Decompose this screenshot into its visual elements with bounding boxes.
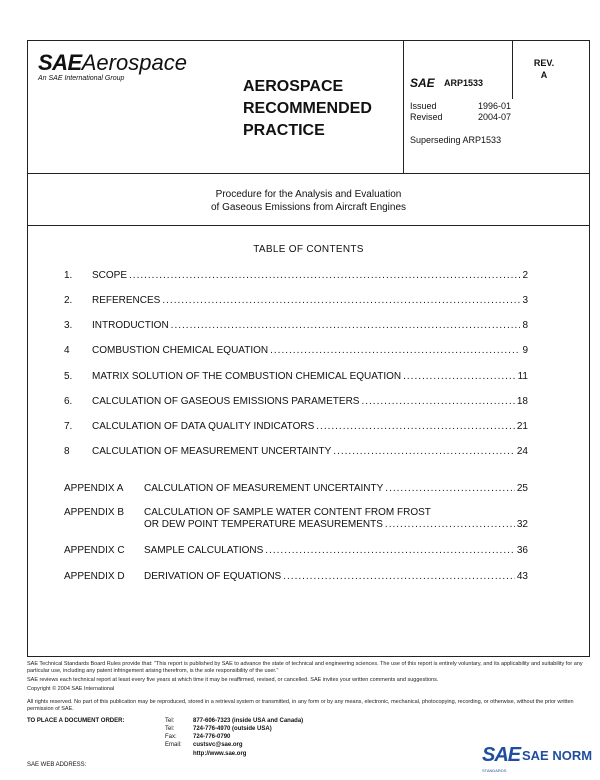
toc-entry-title: REFERENCES xyxy=(92,295,161,306)
issued-value: 1996-01 xyxy=(478,101,512,111)
revised-label: Revised xyxy=(410,112,443,122)
document-frame xyxy=(27,40,590,657)
contact-line xyxy=(165,726,272,732)
appendix-label: APPENDIX D xyxy=(64,571,125,582)
leader-dots xyxy=(270,345,520,357)
contact-key: Tel: xyxy=(165,718,175,724)
revised-row xyxy=(410,112,512,122)
logo-subtitle: An SAE International Group xyxy=(38,75,125,82)
toc-entry-number: 6. xyxy=(64,396,73,407)
leader-dots xyxy=(361,396,514,408)
leader-dots xyxy=(171,320,521,332)
toc-entry-number: 3. xyxy=(64,320,73,331)
footer-rules: SAE Technical Standards Board Rules provide that: "This report is published by SAE to advance the state of technical and engineering sciences. The use of this report is entirely voluntary, and its applicability and suitability for any particular use, including any patent infringement arising therefrom, is the sole responsibility of the user." xyxy=(27,661,583,674)
toc-entry-number: 2. xyxy=(64,295,73,306)
web-address-label: SAE WEB ADDRESS: xyxy=(27,762,87,768)
appendix-label: APPENDIX C xyxy=(64,545,125,556)
sae-norm-stamp xyxy=(482,744,592,774)
title-divider xyxy=(28,225,589,226)
contact-key: Tel: xyxy=(165,726,175,732)
footer-copyright: Copyright © 2004 SAE International xyxy=(27,686,115,692)
appendix-title: CALCULATION OF SAMPLE WATER CONTENT FROM FROST xyxy=(144,507,431,518)
appendix-title: CALCULATION OF MEASUREMENT UNCERTAINTY xyxy=(144,483,384,494)
toc-entry-page: 11 xyxy=(517,371,528,382)
toc-entry-number: 5. xyxy=(64,371,73,382)
leader-dots xyxy=(265,545,515,557)
logo-aerospace: Aerospace xyxy=(81,50,187,75)
leader-dots xyxy=(283,571,515,583)
appendix-label: APPENDIX B xyxy=(64,507,125,518)
leader-dots xyxy=(316,421,515,433)
contact-line xyxy=(165,751,246,757)
toc-entry-page: 2 xyxy=(522,270,528,281)
appendix-entry xyxy=(64,507,528,533)
leader-dots xyxy=(385,483,515,495)
toc-entry-page: 18 xyxy=(516,396,528,407)
rev-label: REV. xyxy=(533,58,555,68)
toc-entry-number: 8 xyxy=(64,446,70,457)
appendix-page: 32 xyxy=(516,519,528,530)
rev-value: A xyxy=(540,70,548,80)
contact-line xyxy=(165,734,230,740)
contact-value: 724-776-0790 xyxy=(193,734,231,740)
document-type xyxy=(243,76,372,142)
toc-entry-page: 9 xyxy=(522,345,528,356)
stamp-subtext: STANDARDS xyxy=(482,768,507,773)
contact-line xyxy=(165,742,243,748)
logo-sae: SAE xyxy=(38,50,82,75)
contact-key: Email: xyxy=(165,742,182,748)
toc-entry-number: 7. xyxy=(64,421,73,432)
sae-aerospace-logo xyxy=(38,51,187,82)
leader-dots xyxy=(333,446,515,458)
appendix-page: 25 xyxy=(516,483,528,494)
appendix-title: DERIVATION OF EQUATIONS xyxy=(144,571,282,582)
appendix-page: 36 xyxy=(516,545,528,556)
toc-entry-page: 24 xyxy=(516,446,528,457)
order-label: TO PLACE A DOCUMENT ORDER: xyxy=(27,718,125,724)
contact-value: http://www.sae.org xyxy=(193,751,247,757)
appendix-page: 43 xyxy=(516,571,528,582)
stamp-norm-text: SAE NORM xyxy=(522,748,593,763)
revision-box xyxy=(524,57,564,81)
leader-dots xyxy=(129,270,520,282)
rev-divider xyxy=(512,41,513,99)
header-divider xyxy=(28,173,589,174)
issued-row xyxy=(410,101,512,111)
toc-entry-title: CALCULATION OF MEASUREMENT UNCERTAINTY xyxy=(92,446,332,457)
doctype-line-3: PRACTICE xyxy=(243,122,325,139)
document-number: ARP1533 xyxy=(444,78,484,88)
toc-entry-page: 3 xyxy=(522,295,528,306)
superseding-note: Superseding ARP1533 xyxy=(410,135,502,145)
title-line-2: of Gaseous Emissions from Aircraft Engines xyxy=(210,202,407,213)
header-divider-vertical xyxy=(403,41,404,173)
revised-value: 2004-07 xyxy=(478,112,512,122)
stamp-sae-logo: SAE xyxy=(482,744,521,766)
issued-label: Issued xyxy=(410,101,437,111)
leader-dots xyxy=(162,295,520,307)
toc-entry-title: INTRODUCTION xyxy=(92,320,169,331)
appendix-title-continued: OR DEW POINT TEMPERATURE MEASUREMENTS xyxy=(144,519,383,530)
toc-entry-page: 21 xyxy=(516,421,528,432)
toc-entry-number: 4 xyxy=(64,345,70,356)
toc-entry-title: CALCULATION OF GASEOUS EMISSIONS PARAMETERS xyxy=(92,396,360,407)
toc-entry-title: MATRIX SOLUTION OF THE COMBUSTION CHEMICAL EQUATION xyxy=(92,371,402,382)
contact-value: 724-776-4970 (outside USA) xyxy=(193,726,272,732)
sae-mark: SAE xyxy=(410,76,435,90)
contact-key: Fax: xyxy=(165,734,177,740)
contact-value: 877-606-7323 (inside USA and Canada) xyxy=(193,718,304,724)
toc-entry-number: 1. xyxy=(64,270,73,281)
doctype-line-1: AEROSPACE xyxy=(243,78,344,95)
footer-rights: All rights reserved. No part of this publication may be reproduced, stored in a retrieval system or transmitted, in any form or by any means, electronic, mechanical, photocopying, recording, or otherwise, without the prior written permission of SAE. xyxy=(27,699,574,712)
toc-entry-title: CALCULATION OF DATA QUALITY INDICATORS xyxy=(92,421,315,432)
doctype-line-2: RECOMMENDED xyxy=(243,100,372,117)
toc-heading: TABLE OF CONTENTS xyxy=(253,244,364,255)
appendix-label: APPENDIX A xyxy=(64,483,124,494)
contact-line xyxy=(165,718,303,724)
toc-entry-title: SCOPE xyxy=(92,270,128,281)
title-line-1: Procedure for the Analysis and Evaluation xyxy=(215,189,402,200)
leader-dots xyxy=(403,371,516,383)
toc-entry-title: COMBUSTION CHEMICAL EQUATION xyxy=(92,345,269,356)
leader-dots xyxy=(385,519,515,531)
appendix-title: SAMPLE CALCULATIONS xyxy=(144,545,264,556)
document-title xyxy=(28,188,589,214)
toc-entry-page: 8 xyxy=(522,320,528,331)
footer-review: SAE reviews each technical report at least every five years at which time it may be reaffirmed, revised, or cancelled. SAE invites your written comments and suggestions. xyxy=(27,677,439,683)
contact-value: custsvc@sae.org xyxy=(193,742,243,748)
